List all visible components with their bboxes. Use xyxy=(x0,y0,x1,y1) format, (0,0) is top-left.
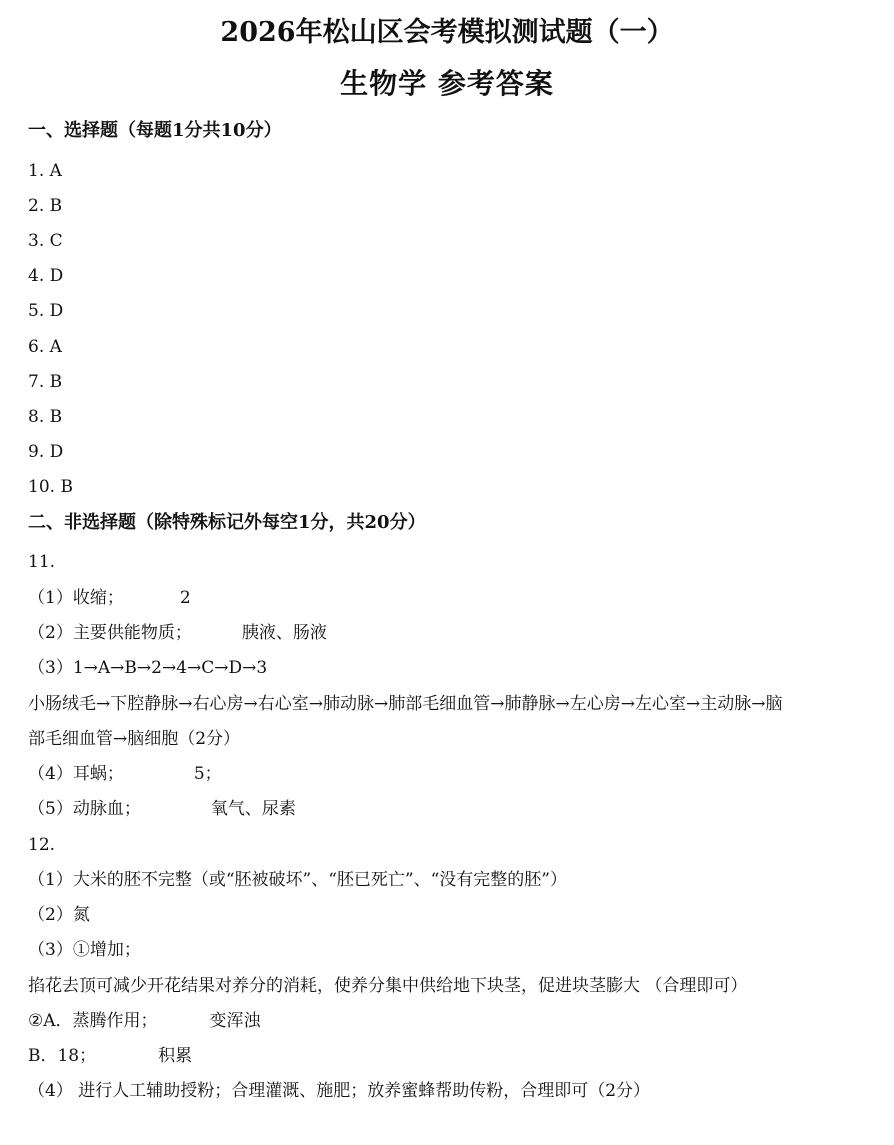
q11-part5-answer: 氧气、尿素 xyxy=(210,799,296,819)
q11-part3-path-line2: 部毛细血管→脑细胞（2分） xyxy=(28,729,241,749)
answer-item: 4. D xyxy=(28,266,64,286)
answer-item: 5. D xyxy=(28,301,64,321)
page-title: 2026年松山区会考模拟测试题（一） xyxy=(220,17,674,48)
section2-heading: 二、非选择题（除特殊标记外每空1分，共20分） xyxy=(28,512,426,533)
answer-item: 6. A xyxy=(28,337,62,357)
question-number: 11. xyxy=(28,552,56,572)
q11-part2-answer: 胰液、肠液 xyxy=(241,623,327,643)
q11-part1-answer: 2 xyxy=(179,588,191,608)
q12-part3-subB-answer: 积累 xyxy=(158,1046,193,1066)
q11-part3-path-line1: 小肠绒毛→下腔静脉→右心房→右心室→肺动脉→肺部毛细血管→肺静脉→左心房→左心室→主动脉→脑 xyxy=(28,694,783,714)
q11-part4-answer: 5； xyxy=(193,764,222,784)
q12-part2: （2）氮 xyxy=(28,905,90,925)
q12-part3-sub2-label: ②A．蒸腾作用； xyxy=(28,1011,158,1031)
q11-part1-label: （1）收缩； xyxy=(28,588,124,608)
q12-part3: （3）①增加； xyxy=(28,940,141,960)
answer-item: 9. D xyxy=(28,442,64,462)
answer-item: 10. B xyxy=(28,477,73,497)
q12-part3-explanation: 掐花去顶可减少开花结果对养分的消耗，使养分集中供给地下块茎，促进块茎膨大 （合理即可） xyxy=(28,976,748,996)
q12-part3-subB xyxy=(28,1046,192,1066)
page-subtitle: 生物学 参考答案 xyxy=(340,67,554,100)
answer-item: 1. A xyxy=(28,161,62,181)
answer-item: 3. C xyxy=(28,231,63,251)
q12-part4: （4） 进行人工辅助授粉；合理灌溉、施肥；放养蜜蜂帮助传粉，合理即可（2分） xyxy=(28,1081,651,1101)
q11-part1 xyxy=(28,588,191,608)
answer-item: 7. B xyxy=(28,372,63,392)
section1-heading: 一、选择题（每题1分共10分） xyxy=(28,120,282,141)
q11-part4-label: （4）耳蜗； xyxy=(28,764,124,784)
q11-part4 xyxy=(28,764,222,784)
question-number: 12. xyxy=(28,835,56,855)
q11-part2 xyxy=(28,623,327,643)
q12-part1: （1）大米的胚不完整（或“胚被破坏”、“胚已死亡”、“没有完整的胚”） xyxy=(28,870,567,890)
answer-item: 8. B xyxy=(28,407,63,427)
q11-part2-label: （2）主要供能物质； xyxy=(28,623,192,643)
q11-part5-label: （5）动脉血； xyxy=(28,799,141,819)
q12-part3-subB-label: B．18； xyxy=(28,1046,97,1066)
q12-part3-sub2-answer: 变浑浊 xyxy=(209,1011,261,1031)
q12-part3-sub2 xyxy=(28,1011,261,1031)
answer-item: 2. B xyxy=(28,196,63,216)
q11-part3: （3）1→A→B→2→4→C→D→3 xyxy=(28,658,268,678)
q11-part5 xyxy=(28,799,296,819)
